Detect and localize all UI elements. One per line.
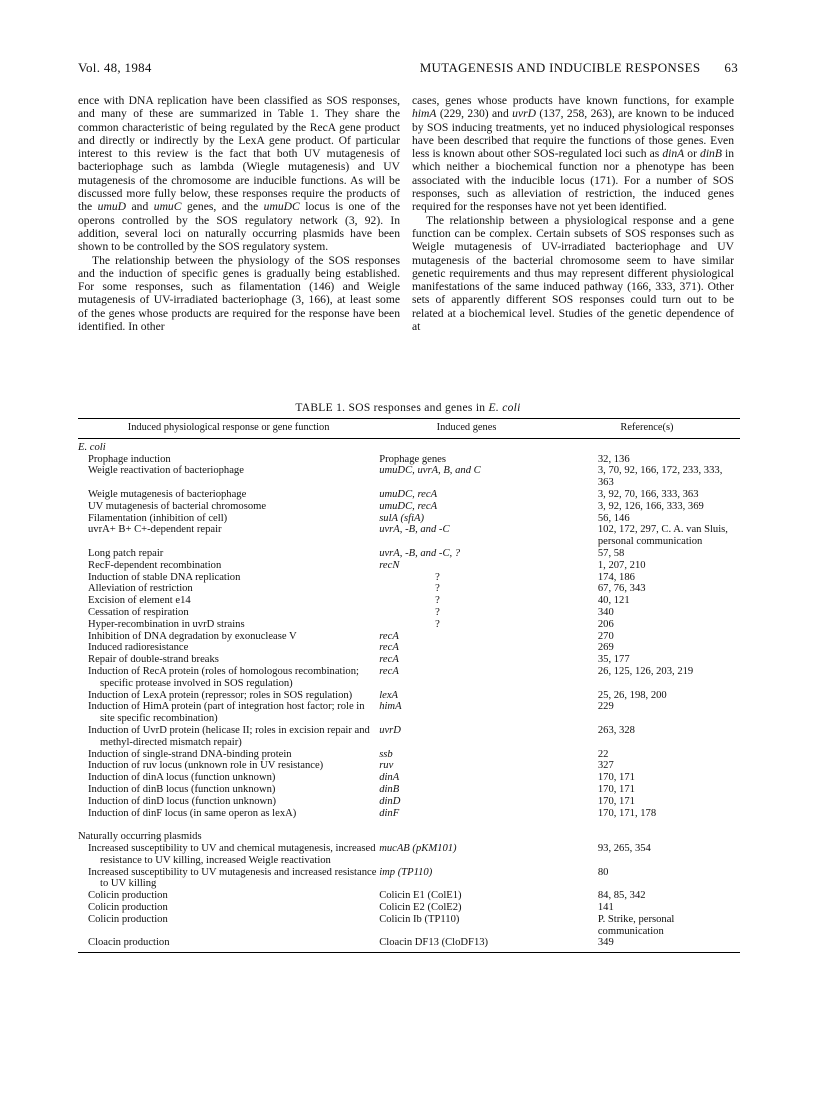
right-paragraph-1: cases, genes whose products have known functions, for example himA (229, 230) and uvrD (137, 258, 263), are known to be induced by SOS inducing treatments, yet no induced physiological responses have been described that require the functions of those genes. Even less is known about other SOS-regulated loci such as dinA or dinB in which neither a biochemical function nor a phenotype has been associated with the inducible locus (171). For a number of SOS responses, such as alleviation of restriction, the induced genes required for the responses have not yet been identified.: [412, 94, 734, 214]
table-row: [78, 465, 740, 489]
right-paragraph-2: The relationship between a physiological response and a gene function can be complex. Certain subsets of SOS responses such as Weigle mutagenesis of UV-irradiated bacteriophage and UV mutagenesis of the bacterial chromosome seem to have similar genetic requirements and thus may represent different physiological manifestations of the same induced pathway (166, 333, 371). Other sets of apparently different SOS responses could turn out to be related at a biochemical level. Studies of the genetic dependence of at: [412, 213, 734, 334]
references-cell: 349: [554, 937, 740, 952]
response-text: Induction of dinF locus (in same operon as lexA): [88, 807, 297, 819]
references-cell: 229: [597, 701, 614, 713]
genes-cell: dinF: [379, 807, 400, 819]
table-row: [78, 654, 740, 666]
response-cell: [78, 524, 379, 548]
genes-cell: ?: [435, 571, 440, 583]
table-row: [78, 666, 740, 690]
genes-cell: Colicin E1 (ColE1): [379, 890, 462, 902]
references-cell: 56, 146: [597, 512, 630, 524]
genes-cell: recA: [379, 630, 399, 642]
references-cell: 57, 58: [597, 547, 625, 559]
genes-cell: recA: [379, 642, 399, 654]
response-text: Long patch repair: [88, 547, 164, 559]
table-row: [78, 619, 740, 631]
references-cell: 26, 125, 126, 203, 219: [597, 665, 694, 677]
response-cell: [78, 489, 379, 501]
response-cell: [78, 654, 379, 666]
table-caption: TABLE 1. SOS responses and genes in E. coli: [295, 402, 521, 414]
response-text: Induction of dinB locus (function unknown): [88, 783, 276, 795]
genes-cell: ?: [435, 606, 440, 618]
genes-cell: umuDC, uvrA, B, and C: [379, 465, 481, 477]
genes-cell: umuDC, recA: [379, 500, 438, 512]
table-row: [78, 560, 740, 572]
response-text: Induction of ruv locus (unknown role in UV resistance): [88, 760, 324, 772]
references-cell: 170, 171: [597, 795, 635, 807]
response-cell: [78, 890, 379, 902]
references-cell: 141: [597, 902, 614, 914]
genes-cell: uvrA, -B, and -C, ?: [379, 547, 461, 559]
references-cell: 25, 26, 198, 200: [597, 689, 667, 701]
genes-cell: ssb: [379, 748, 393, 760]
response-cell: [78, 808, 379, 820]
response-cell: [78, 583, 379, 595]
references-cell: 102, 172, 297, C. A. van Sluis, personal communication: [597, 524, 728, 548]
references-cell: 206: [597, 618, 614, 630]
table-row: [78, 513, 740, 525]
genes-cell: ?: [435, 595, 440, 607]
genes-cell: recA: [379, 665, 399, 677]
references-cell: 93, 265, 354: [597, 843, 651, 855]
table-row: [78, 489, 740, 501]
references-cell: 1, 207, 210: [597, 559, 646, 571]
response-cell: [78, 937, 379, 952]
table-row: [78, 572, 740, 584]
table-row: [78, 595, 740, 607]
references-cell: 67, 76, 343: [597, 583, 646, 595]
response-text: Induction of RecA protein (roles of homologous recombination; specific protease involved in SOS regulation): [88, 665, 359, 689]
table-row: [78, 902, 740, 914]
response-text: Induction of LexA protein (repressor; roles in SOS regulation): [88, 689, 353, 701]
references-cell: 269: [597, 642, 614, 654]
response-cell: [78, 867, 379, 891]
table-row: [78, 524, 740, 548]
references-cell: 3, 70, 92, 166, 172, 233, 333, 363: [597, 465, 723, 489]
genes-cell: dinD: [379, 795, 401, 807]
response-text: Induction of UvrD protein (helicase II; roles in excision repair and methyl-directed mismatch repair): [88, 724, 370, 748]
response-text: Induced radioresistance: [88, 642, 189, 654]
response-cell: [78, 595, 379, 607]
table-row: [78, 690, 740, 702]
response-text: Weigle mutagenesis of bacteriophage: [88, 488, 247, 500]
response-cell: [78, 607, 379, 619]
right-column: [412, 94, 734, 333]
col-header-genes: Induced genes: [379, 419, 554, 439]
genes-cell: lexA: [379, 689, 399, 701]
genes-cell: dinA: [379, 772, 400, 784]
response-cell: [78, 642, 379, 654]
left-paragraph-2: The relationship between the physiology of the SOS responses and the induction of specific genes is gradually being established. For some responses, such as filamentation (146) and Weigle mutagenesis of UV-irradiated bacteriophage (3, 166), at least some of the genes whose products are required for the response have been identified. In other: [78, 253, 400, 334]
response-text: Induction of dinA locus (function unknown): [88, 772, 276, 784]
references-cell: 174, 186: [597, 571, 635, 583]
response-cell: [78, 631, 379, 643]
references-cell: 3, 92, 126, 166, 333, 369: [597, 500, 704, 512]
table-row: [78, 843, 740, 867]
volume-label: Vol. 48, 1984: [78, 60, 152, 75]
response-text: Colicin production: [88, 890, 168, 902]
response-cell: [78, 749, 379, 761]
table-row: [78, 701, 740, 725]
response-text: Induction of single-strand DNA-binding protein: [88, 748, 292, 760]
response-cell: [78, 666, 379, 690]
response-cell: [78, 501, 379, 513]
table-row: [78, 749, 740, 761]
response-cell: [78, 701, 379, 725]
genes-cell: imp (TP110): [379, 866, 433, 878]
sos-table: [78, 418, 740, 953]
genes-cell: ruv: [379, 760, 394, 772]
table-group-label: Naturally occurring plasmids: [78, 831, 202, 843]
response-cell: [78, 725, 379, 749]
response-cell: [78, 619, 379, 631]
references-cell: 3, 92, 70, 166, 333, 363: [597, 488, 699, 500]
response-text: Colicin production: [88, 902, 168, 914]
references-cell: 263, 328: [597, 724, 635, 736]
references-cell: 84, 85, 342: [597, 890, 646, 902]
table-group-row: [78, 819, 740, 843]
references-cell: 327: [597, 760, 614, 772]
response-text: Cessation of respiration: [88, 606, 189, 618]
response-text: Excision of element e14: [88, 595, 191, 607]
response-text: Prophage induction: [88, 453, 171, 465]
references-cell: 170, 171, 178: [597, 807, 657, 819]
response-text: Increased susceptibility to UV mutagenesis and increased resistance to UV killing: [88, 866, 377, 890]
response-cell: [78, 772, 379, 784]
response-text: Induction of HimA protein (part of integration host factor; role in site specific recombination): [88, 701, 365, 725]
references-cell: 170, 171: [597, 783, 635, 795]
table-row: [78, 867, 740, 891]
table-body: [78, 438, 740, 952]
genes-cell: dinB: [379, 783, 400, 795]
table-row: [78, 937, 740, 952]
response-cell: [78, 796, 379, 808]
response-cell: [78, 572, 379, 584]
response-cell: [78, 902, 379, 914]
response-text: Induction of stable DNA replication: [88, 571, 241, 583]
table-row: [78, 454, 740, 466]
response-text: Weigle reactivation of bacteriophage: [88, 465, 244, 477]
left-column: [78, 94, 400, 333]
references-cell: 340: [597, 606, 614, 618]
genes-cell: recN: [379, 559, 400, 571]
response-text: Repair of double-strand breaks: [88, 654, 219, 666]
table-row: [78, 631, 740, 643]
running-title-block: [420, 60, 738, 76]
response-cell: [78, 513, 379, 525]
genes-cell: ?: [435, 618, 440, 630]
references-cell: 80: [597, 866, 609, 878]
response-text: Cloacin production: [88, 937, 170, 949]
response-text: Alleviation of restriction: [88, 583, 193, 595]
references-cell: 270: [597, 630, 614, 642]
genes-cell: Prophage genes: [379, 453, 446, 465]
references-cell: 40, 121: [597, 595, 630, 607]
table-row: [78, 784, 740, 796]
genes-cell: sulA (sfiA): [379, 512, 425, 524]
table-row: [78, 796, 740, 808]
response-cell: [78, 914, 379, 938]
references-cell: 32, 136: [597, 453, 630, 465]
response-cell: [78, 454, 379, 466]
table-row: [78, 548, 740, 560]
page-number: 63: [724, 60, 738, 75]
response-text: Induction of dinD locus (function unknown): [88, 795, 277, 807]
genes-cell: ?: [435, 583, 440, 595]
genes-cell: himA: [379, 701, 402, 713]
response-cell: [78, 465, 379, 489]
table-row: [78, 760, 740, 772]
response-text: uvrA+ B+ C+-dependent repair: [88, 524, 222, 536]
response-text: Increased susceptibility to UV and chemical mutagenesis, increased resistance to UV killing, increased Weigle reactivation: [88, 843, 376, 866]
genes-cell: Cloacin DF13 (CloDF13): [379, 937, 554, 952]
response-text: UV mutagenesis of bacterial chromosome: [88, 500, 267, 512]
table-row: [78, 914, 740, 938]
references-cell: 22: [597, 748, 609, 760]
genes-cell: Colicin Ib (TP110): [379, 913, 460, 925]
table-row: [78, 772, 740, 784]
table-row: [78, 890, 740, 902]
running-title: MUTAGENESIS AND INDUCIBLE RESPONSES: [419, 60, 701, 75]
response-cell: [78, 784, 379, 796]
table-row: [78, 808, 740, 820]
response-cell: [78, 548, 379, 560]
table-row: [78, 642, 740, 654]
references-cell: 170, 171: [597, 772, 635, 784]
table-header-row: [78, 419, 740, 439]
table-row: [78, 725, 740, 749]
response-cell: [78, 760, 379, 772]
table-row: [78, 501, 740, 513]
response-text: Inhibition of DNA degradation by exonuclease V: [88, 630, 297, 642]
genes-cell: Colicin E2 (ColE2): [379, 902, 462, 914]
genes-cell: recA: [379, 654, 399, 666]
table-group-label: E. coli: [78, 441, 106, 453]
response-cell: [78, 690, 379, 702]
response-text: Colicin production: [88, 913, 168, 925]
col-header-references: Reference(s): [554, 419, 740, 439]
genes-cell: uvrA, -B, and -C: [379, 524, 450, 536]
references-cell: P. Strike, personal communication: [597, 913, 675, 937]
references-cell: 35, 177: [597, 654, 630, 666]
table-row: [78, 607, 740, 619]
genes-cell: umuDC, recA: [379, 488, 438, 500]
response-cell: [78, 843, 379, 867]
table-group-row: [78, 438, 740, 453]
col-header-response: Induced physiological response or gene function: [78, 419, 379, 439]
running-header: [78, 60, 738, 80]
response-cell: [78, 560, 379, 572]
genes-cell: uvrD: [379, 724, 401, 736]
response-text: Hyper-recombination in uvrD strains: [88, 618, 245, 630]
left-paragraph-1: ence with DNA replication have been classified as SOS responses, and many of these are summarized in Table 1. They share the common characteristic of being regulated by the RecA gene product and directly or indirectly by the LexA gene product. Of particular interest to this review is the fact that both UV mutagenesis of bacteriophage such as lambda (Wiegle mutagenesis) and UV mutagenesis of the chromosome are inducible functions. As will be discussed more fully below, these responses require the products of the umuD and umuC genes, and the umuDC locus is one of the operons controlled by the SOS regulatory network (3, 92). In addition, several loci on naturally occurring plasmids have been shown to be controlled by the SOS regulatory system.: [78, 94, 401, 254]
table-row: [78, 583, 740, 595]
genes-cell: mucAB (pKM101): [379, 843, 457, 855]
response-text: RecF-dependent recombination: [88, 559, 222, 571]
response-text: Filamentation (inhibition of cell): [88, 512, 228, 524]
